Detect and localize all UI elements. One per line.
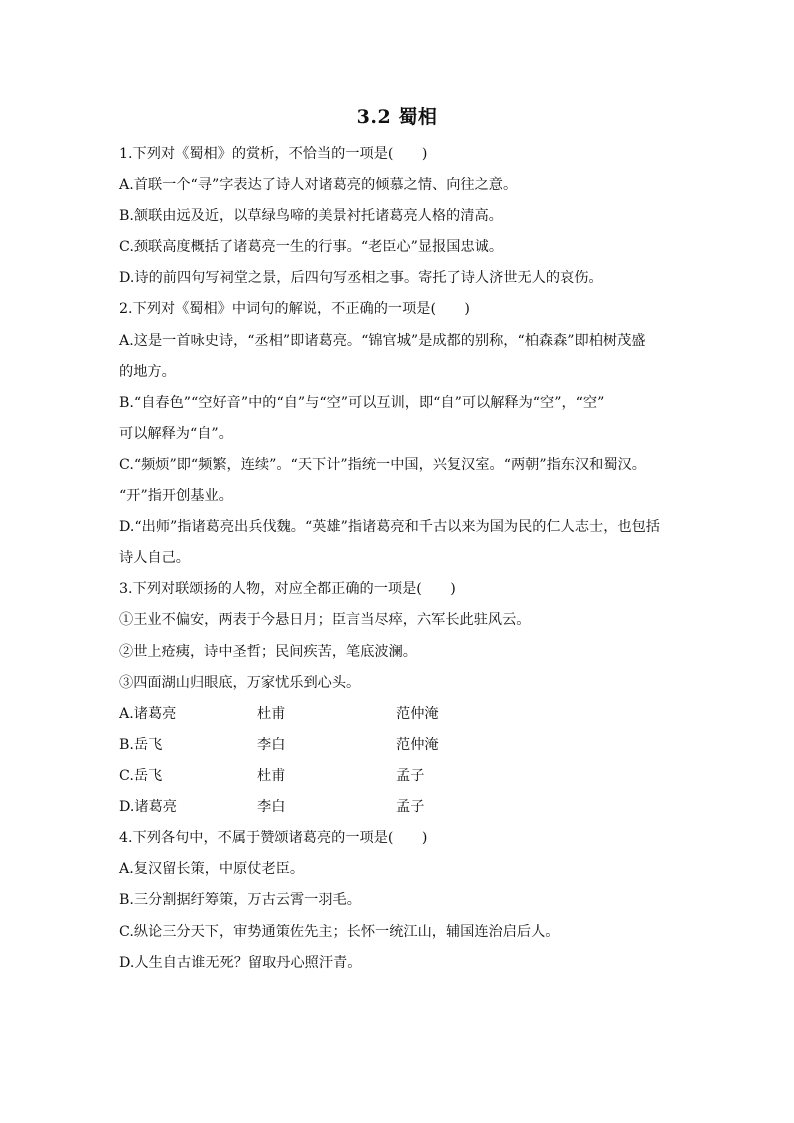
question-4-option-c: C.纵论三分天下，审势通策佐先主；长怀一统江山，辅国连治启后人。	[119, 924, 560, 940]
option-cell: 杜甫	[257, 768, 286, 784]
option-cell: B.岳飞	[119, 737, 163, 753]
question-4-option-d: D.人生自古谁无死？留取丹心照汗青。	[119, 955, 362, 971]
question-2-option-b: B.“自春色”“空好音”中的“自”与“空”可以互训，即“自”可以解释为“空”，“空”	[119, 395, 605, 411]
option-cell: D.诸葛亮	[119, 799, 177, 815]
question-1-stem: 1.下列对《蜀相》的赏析，不恰当的一项是( )	[119, 146, 428, 162]
question-4-option-b: B.三分割据纡筹策，万古云霄一羽毛。	[119, 892, 361, 908]
question-1-option-d: D.诗的前四句写祠堂之景，后四句写丞相之事。寄托了诗人济世无人的哀伤。	[119, 270, 603, 286]
question-2-option-a-cont: 的地方。	[119, 364, 176, 380]
couplet-3: ③四面湖山归眼底，万家忧乐到心头。	[119, 675, 361, 691]
option-cell: C.岳飞	[119, 768, 163, 784]
question-1-option-a: A.首联一个“寻”字表达了诗人对诸葛亮的倾慕之情、向往之意。	[119, 177, 518, 193]
option-cell: 孟子	[396, 799, 425, 815]
option-cell: 范仲淹	[396, 737, 439, 753]
question-2-option-a: A.这是一首咏史诗，“丞相”即诸葛亮。“锦官城”是成都的别称，“柏森森”即柏树茂盛	[119, 333, 646, 349]
option-cell: 范仲淹	[396, 706, 439, 722]
question-4-stem: 4.下列各句中，不属于赞颂诸葛亮的一项是( )	[119, 830, 428, 846]
question-1-option-b: B.颔联由远及近，以草绿鸟啼的美景衬托诸葛亮人格的清高。	[119, 208, 503, 224]
question-2-option-d: D.“出师”指诸葛亮出兵伐魏。“英雄”指诸葛亮和千古以来为国为民的仁人志士，也包括	[119, 519, 660, 535]
question-2-option-d-cont: 诗人自己。	[119, 550, 190, 566]
question-2-option-c-cont: “开”指开创基业。	[119, 488, 233, 504]
question-3-stem: 3.下列对联颂扬的人物，对应全都正确的一项是( )	[119, 581, 456, 597]
couplet-2: ②世上疮痍，诗中圣哲；民间疾苦，笔底波澜。	[119, 644, 417, 660]
option-cell: 李白	[257, 799, 286, 815]
option-cell: 杜甫	[257, 706, 286, 722]
page-title: 3.2 蜀相	[356, 106, 438, 128]
question-1-option-c: C.颈联高度概括了诸葛亮一生的行事。“老臣心”显报国忠诚。	[119, 239, 504, 255]
question-4-option-a: A.复汉留长策，中原仗老臣。	[119, 861, 305, 877]
option-cell: 李白	[257, 737, 286, 753]
question-2-option-b-cont: 可以解释为“自”。	[119, 426, 233, 442]
couplet-1: ①王业不偏安，两表于今悬日月；臣言当尽瘁，六军长此驻风云。	[119, 612, 531, 628]
question-2-option-c: C.“频烦”即“频繁，连续”。“天下计”指统一中国，兴复汉室。“两朝”指东汉和蜀汉。	[119, 457, 646, 473]
option-cell: A.诸葛亮	[119, 706, 177, 722]
option-cell: 孟子	[396, 768, 425, 784]
question-2-stem: 2.下列对《蜀相》中词句的解说，不正确的一项是( )	[119, 301, 470, 317]
